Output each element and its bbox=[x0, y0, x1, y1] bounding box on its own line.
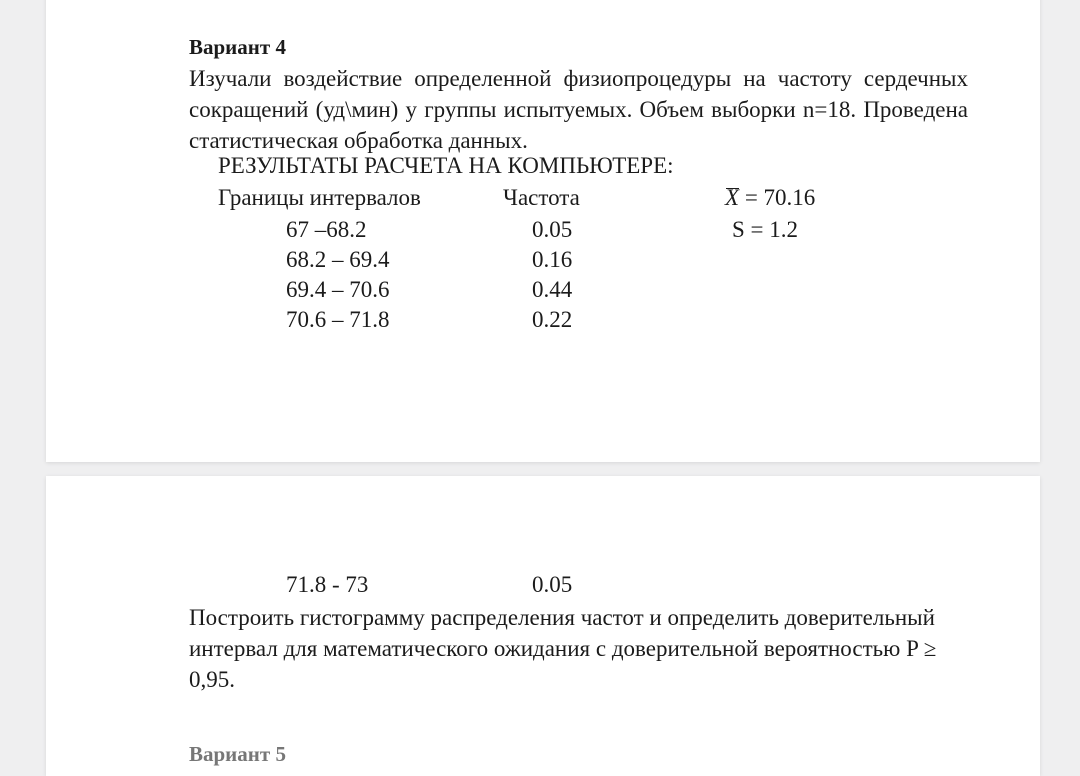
document-page-2 bbox=[46, 476, 1040, 776]
table-row-frequency: 0.22 bbox=[532, 307, 573, 332]
next-variant-title: Вариант 5 bbox=[189, 742, 286, 766]
intro-paragraph: Изучали воздействие определенной физиопроцедуры на частоту сердечных сокращений (уд\мин) у группы испытуемых. Объем выборки n=18. Проведена статистическая обработка данных. bbox=[189, 66, 968, 153]
mean-value: = 70.16 bbox=[744, 185, 816, 210]
variant-title: Вариант 4 bbox=[189, 35, 286, 59]
mean-stat bbox=[725, 185, 815, 211]
column-header-interval: Границы интервалов bbox=[218, 185, 421, 210]
table-row-frequency: 0.05 bbox=[532, 572, 573, 597]
sd-stat: S = 1.2 bbox=[732, 217, 799, 242]
table-row-interval: 67 –68.2 bbox=[286, 217, 367, 242]
table-row-frequency: 0.44 bbox=[532, 277, 573, 302]
task-paragraph: Построить гистограмму распределения частот и определить доверительный интервал для математического ожидания с доверительной вероятностью P ≥ 0,95. bbox=[189, 605, 937, 692]
table-row-interval: 70.6 – 71.8 bbox=[286, 307, 390, 332]
mean-symbol: X bbox=[725, 185, 740, 210]
table-row-interval: 68.2 – 69.4 bbox=[286, 247, 390, 272]
table-row-frequency: 0.05 bbox=[532, 217, 573, 242]
document-page-1 bbox=[46, 0, 1040, 462]
table-row-frequency: 0.16 bbox=[532, 247, 573, 272]
results-heading: РЕЗУЛЬТАТЫ РАСЧЕТА НА КОМПЬЮТЕРЕ: bbox=[218, 153, 674, 178]
table-row-interval: 69.4 – 70.6 bbox=[286, 277, 390, 302]
column-header-frequency: Частота bbox=[503, 185, 580, 210]
table-row-interval: 71.8 - 73 bbox=[286, 572, 369, 597]
